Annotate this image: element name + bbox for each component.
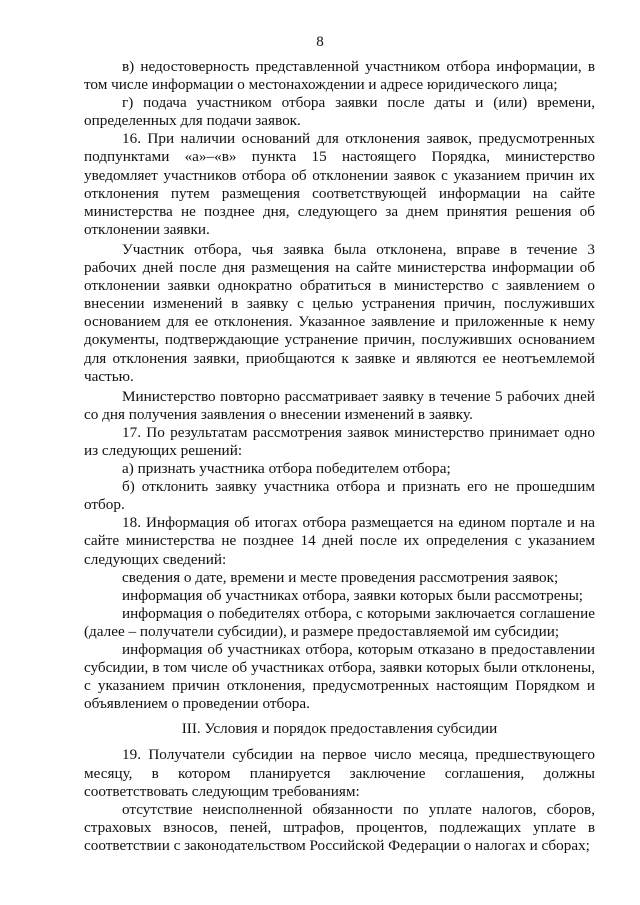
paragraph: информация об участниках отбора, заявки которых были рассмотрены; [122, 586, 584, 604]
page-number: 8 [316, 34, 324, 50]
paragraph: информация об участниках отбора, которым отказано в предоставлении субсидии, в том числе об участниках отбора, заявки которых были отклонены, с указанием причин отклонения, предусмотренных настоящим Порядком и объявлением о проведении отбора. [84, 641, 595, 713]
paragraph: информация о победителях отбора, с которыми заключается соглашение (далее – получатели субсидии), и размере предоставляемой им субсидии; [84, 604, 595, 640]
paragraph: б) отклонить заявку участника отбора и признать его не прошедшим отбор. [84, 478, 595, 514]
paragraph: г) подача участником отбора заявки после даты и (или) времени, определенных для подачи заявок. [84, 94, 595, 130]
paragraph: 16. При наличии оснований для отклонения заявок, предусмотренных подпунктами «а»–«в» пункта 15 настоящего Порядка, министерство уведомляет участников отбора об отклонении заявок с указанием причин их отклонения путем размещения соответствующей информации на сайте министерства не позднее дня, следующего за днем принятия решения об отклонении заявки. [84, 130, 595, 238]
paragraph: а) признать участника отбора победителем отбора; [122, 460, 451, 478]
document-body [84, 58, 595, 855]
paragraph: Участник отбора, чья заявка была отклонена, вправе в течение 3 рабочих дней после дня размещения на сайте министерства информации об отклонении заявки однократно обратиться в министерство с заявлением о внесении изменений в заявку с целью устранения причин, послуживших основанием для ее отклонения. Указанное заявление и приложенные к нему документы, подтверждающие устранение причин, послуживших основанием для отклонения заявки, приобщаются к заявке и являются ее неотъемлемой частью. [84, 240, 595, 385]
paragraph: отсутствие неисполненной обязанности по уплате налогов, сборов, страховых взносов, пеней, штрафов, процентов, подлежащих уплате в соответствии с законодательством Российской Федерации о налогах и сборах; [84, 800, 595, 854]
paragraph: 19. Получатели субсидии на первое число месяца, предшествующего месяцу, в котором планируется заключение соглашения, должны соответствовать следующим требованиям: [84, 746, 595, 800]
paragraph: Министерство повторно рассматривает заявку в течение 5 рабочих дней со дня получения заявления о внесении изменений в заявку. [84, 387, 595, 423]
paragraph: 18. Информация об итогах отбора размещается на едином портале и на сайте министерства не позднее 14 дней после их определения с указанием следующих сведений: [84, 514, 595, 568]
paragraph: в) недостоверность представленной участником отбора информации, в том числе информации о местонахождении и адресе юридического лица; [84, 58, 595, 94]
section-heading: III. Условия и порядок предоставления субсидии [181, 720, 498, 738]
paragraph: 17. По результатам рассмотрения заявок министерство принимает одно из следующих решений: [84, 423, 595, 459]
paragraph: сведения о дате, времени и месте проведения рассмотрения заявок; [122, 568, 559, 586]
